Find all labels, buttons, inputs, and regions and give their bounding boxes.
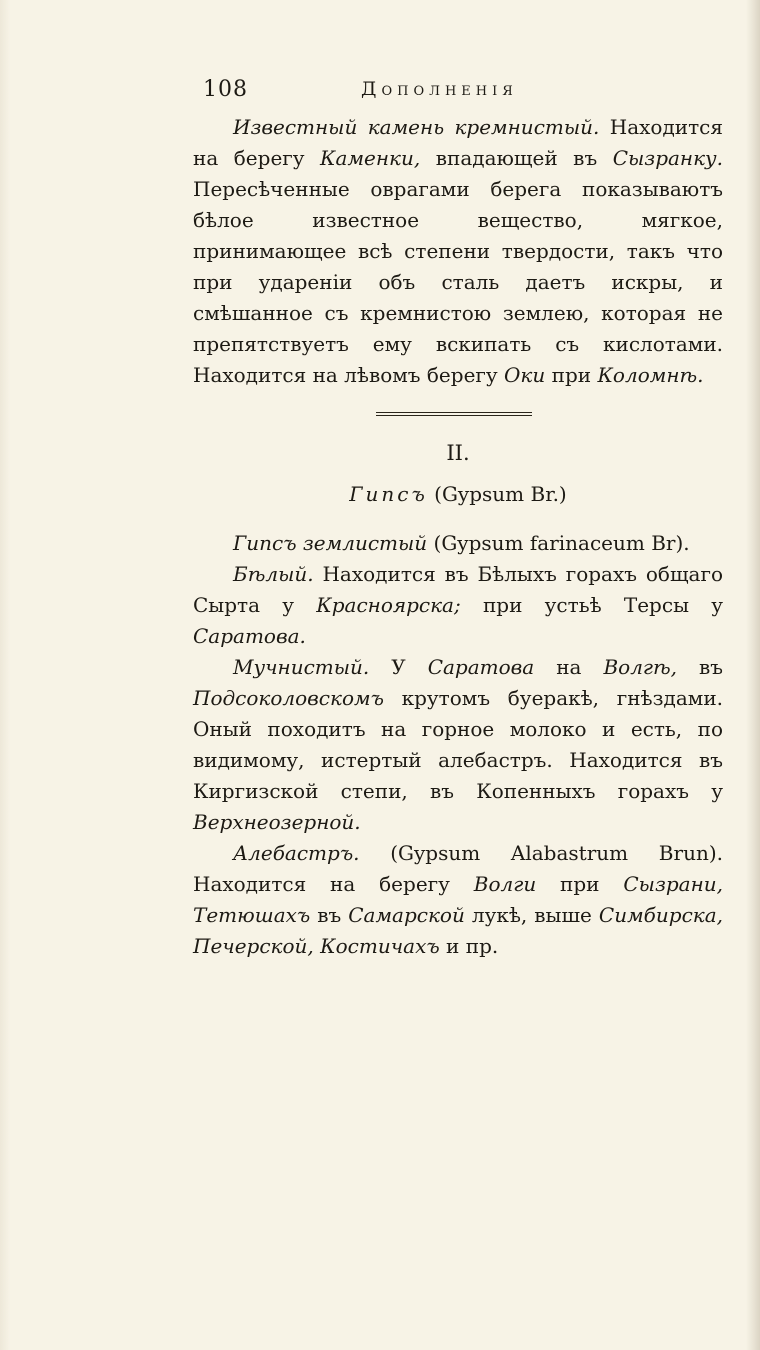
paragraph-white — [193, 559, 723, 652]
term-limestone-siliceous: Известный камень кремнистый. — [233, 115, 600, 139]
place-podsokolovsky: Подсоколовскомъ — [193, 686, 384, 710]
place-samarskaya: Самарской — [348, 903, 465, 927]
page-left-edge-shade — [0, 0, 10, 1350]
section-title — [193, 479, 723, 510]
text-run: (Gypsum farinaceum Br). — [427, 531, 690, 555]
place-syzran: Сызрани, — [623, 872, 723, 896]
paragraph-limestone — [193, 112, 723, 391]
text-run: и пр. — [439, 934, 499, 958]
running-title: Дополненія — [361, 78, 518, 100]
place-verkhneozernaya: Верхнеозерной. — [193, 810, 361, 834]
section-number: II. — [446, 441, 470, 465]
place-syzranka: Сызранку. — [612, 146, 723, 170]
page-number: 108 — [203, 77, 248, 102]
text-run: (Gypsum Alabastrum Brun). Находится на берегу — [193, 841, 723, 896]
text-run: крутомъ буеракѣ, гнѣздами. Оный походитъ на горное молоко и есть, по видимому, истертый алебастръ. Находится въ Киргизской степи, въ Копенныхъ горахъ у — [193, 686, 723, 803]
place-saratov: Саратова — [427, 655, 535, 679]
text-run: Находится въ Бѣлыхъ горахъ общаго Сырта у — [193, 562, 723, 617]
section-title-russian: Гипсъ — [349, 482, 428, 506]
place-oka: Оки — [504, 363, 546, 387]
place-simbirsk-pechersk-kostichi: Симбирска, Печерской, Костичахъ — [193, 903, 723, 958]
text-run: впадающей въ — [420, 146, 613, 170]
place-tetyushi: Тетюшахъ — [193, 903, 311, 927]
section-divider-rule — [376, 412, 532, 416]
spacer — [193, 510, 723, 528]
place-volga: Волги — [473, 872, 537, 896]
place-kamenka: Каменки, — [320, 146, 421, 170]
text-run: въ — [677, 655, 724, 679]
page-right-edge-shade — [746, 0, 760, 1350]
text-run: при — [536, 872, 624, 896]
paragraph-alabaster — [193, 838, 723, 962]
place-kolomna: Коломнѣ. — [597, 363, 704, 387]
paragraph-floury — [193, 652, 723, 838]
text-run: при устьѣ Терсы у — [460, 593, 723, 617]
term-alabaster: Алебастръ. — [233, 841, 360, 865]
paragraph-earthy-gypsum — [193, 528, 723, 559]
term-white: Бѣлый. — [233, 562, 314, 586]
text-run: на — [534, 655, 604, 679]
running-head — [193, 70, 723, 112]
page-text-block — [193, 70, 723, 962]
text-run: Пересѣченные оврагами берега показываютъ бѣлое известное вещество, мягкое, принимающее всѣ степени твердости, такъ что при удареніи объ сталь даетъ искры, и смѣшанное съ кремнистою землею, которая не препятствуетъ ему вскипать съ кислотами. Находится на лѣвомъ берегу — [193, 177, 723, 387]
text-run: при — [545, 363, 598, 387]
text-run: въ — [310, 903, 349, 927]
text-run: У — [369, 655, 428, 679]
place-krasnoyarsk: Красноярска; — [316, 593, 461, 617]
place-saratov: Саратова. — [193, 624, 306, 648]
text-run: лукѣ, выше — [464, 903, 599, 927]
section-title-latin: (Gypsum Br.) — [427, 482, 567, 506]
text-run: Находится на берегу — [193, 115, 723, 170]
place-volga: Волгѣ, — [603, 655, 678, 679]
term-earthy-gypsum: Гипсъ землистый — [233, 531, 428, 555]
term-floury: Мучнистый. — [233, 655, 370, 679]
